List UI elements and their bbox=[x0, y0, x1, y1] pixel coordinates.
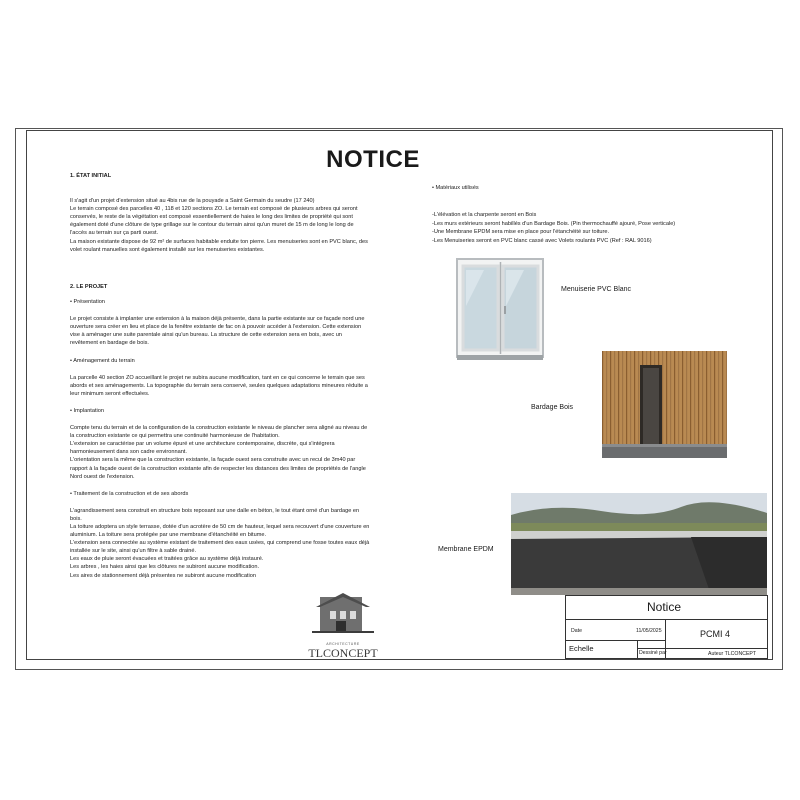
cladding-photo bbox=[602, 351, 727, 458]
implantation-title: • Implantation bbox=[70, 407, 104, 414]
traitement-paragraph: La toiture adoptera un style terrasse, dotée d'un acrotère de 50 cm de hauteur, lequel sera recouvert d'une couverture en aluminium. La toiture sera protégée par une membrane d'étanchéité en bitume. bbox=[70, 523, 370, 539]
traitement-paragraph: L'agrandissement sera construit en structure bois reposant sur une dalle en béton, le tout étant orné d'un bardage en bois. bbox=[70, 507, 360, 522]
window-photo bbox=[454, 256, 548, 362]
page-title: NOTICE bbox=[326, 146, 420, 173]
cladding-caption: Bardage Bois bbox=[531, 404, 574, 411]
section1-paragraph: La maison existante dispose de 92 m² de surfaces habitable enduite ton pierre. Les menuiseries sont en PVC blanc, des volet roulant manuelles sont également installé sur les menuiseries existantes. bbox=[70, 238, 368, 253]
implantation-paragraph: L'extension se caractérise par un volume épuré et une architecture contemporaine, discrète, qui s'intégrera harmonieusement dans son cadre environnant. bbox=[70, 441, 335, 456]
logo-tagline: ARCHITECTURE bbox=[326, 642, 360, 646]
presentation-text: Le projet consiste à implanter une extension à la maison déjà présente, dans la partie existante sur ce façade nord une ouverture sera créer en lieu et place de la fenêtre existante de fac on à pouvoir accéder à l'extension. Cette extension vise à aménager une suite parentale ainsi qu'un bureau. La structure de cette extension sera en bois, avec un revêtement en bardage de bois. bbox=[70, 316, 365, 347]
scale-label: Echelle bbox=[569, 644, 594, 653]
terrain-text: La parcelle 40 section ZO accueillant le projet ne subira aucune modification, tant en ce qui concerne le terrain que ses abords et ses aménagements. La topographie du terrain sera conservé, seules quelques adaptations mineures réduite a leur minimum seront effectuées. bbox=[70, 374, 368, 397]
date-label: Date bbox=[571, 628, 582, 634]
implantation-paragraph: Compte tenu du terrain et de la configuration de la construction existante le niveau de plancher sera aligné au niveau de la construction existante ce qui permettra une continuité harmonieuse de l'habitation. bbox=[70, 425, 368, 440]
drawn-by-value: Auteur TLCONCEPT bbox=[708, 651, 757, 657]
section-le-projet bbox=[70, 283, 370, 580]
window-caption: Menuiserie PVC Blanc bbox=[561, 286, 632, 293]
section1-paragraph: Il s'agit d'un projet d'extension situé au 4bis rue de la pouyade a Saint Germain du seudre (17 240) bbox=[70, 198, 315, 205]
section1-paragraph: Le terrain composé des parcelles 40 , 118 et 120 sections ZO. Le terrain est composé de plusieurs arbres qui seront conservés, le reste de la végétation est composé essentiellement de haies le long des limites de propriété qui sont également doté d'une clôture de type grillage sur le contour du terrain ainsi qu'un muret de 15 m de long le long de l'accès au terrain sur ça parti ouest. bbox=[70, 206, 358, 237]
material-item: -L'élévation et la charpente seront en Bois bbox=[432, 212, 537, 218]
drawn-by-label: Dessiné par bbox=[639, 650, 667, 656]
logo-name: TLCONCEPT bbox=[308, 646, 378, 660]
traitement-paragraph: Les aires de stationnement déjà présentes ne subiront aucune modification bbox=[70, 572, 256, 579]
material-item: -Les Menuiseries seront en PVC blanc cassé avec Volets roulants PVC (Ref : RAL 9016) bbox=[432, 237, 652, 244]
membrane-photo bbox=[511, 493, 767, 595]
implantation-paragraph: L'orientation sera la même que la construction existante, la façade ouest sera construite avec un recul de 3m40 par rapport à la façade ouest de la construction existante afin de respecter les distances des limites de propriétés de l'angle Nord ouest de l'extension. bbox=[70, 457, 366, 480]
section-etat-initial bbox=[70, 172, 370, 254]
sheet-number: PCMI 4 bbox=[700, 629, 731, 639]
traitement-paragraph: Les arbres , les haies ainsi que les clôtures ne subiront aucune modification. bbox=[70, 564, 260, 571]
traitement-paragraph: Les eaux de pluie seront évacuées et traitées grâce au système déjà instauré. bbox=[70, 556, 264, 563]
material-item: -Les murs extérieurs seront habillés d'un Bardage Bois. (Pin thermochauffé ajouré, Pose verticale) bbox=[432, 220, 676, 227]
materials-title: • Matériaux utilisés bbox=[432, 185, 479, 191]
traitement-paragraph: L'extension sera connectée au système existant de traitement des eaux usées, qui comprend une fosse toutes eaux déjà installée sur le site, ainsi qu'un filtre à sable drainé. bbox=[70, 540, 370, 555]
traitement-title: • Traitement de la construction et de ses abords bbox=[70, 490, 189, 497]
terrain-title: • Aménagement du terrain bbox=[70, 357, 135, 364]
membrane-caption: Membrane EPDM bbox=[438, 546, 494, 553]
section1-heading: 1. ÉTAT INITIAL bbox=[70, 173, 112, 179]
house-logo-icon bbox=[306, 593, 380, 637]
material-item: -Une Membrane EPDM sera mise en place pour l'étanchéité sur toiture. bbox=[432, 229, 610, 236]
presentation-title: • Présentation bbox=[70, 299, 105, 306]
section2-heading: 2. LE PROJET bbox=[70, 284, 108, 290]
date-value: 11/05/2025 bbox=[636, 628, 662, 634]
materials-list bbox=[432, 211, 762, 245]
title-block-document: Notice bbox=[646, 600, 681, 614]
company-logo bbox=[306, 593, 380, 660]
